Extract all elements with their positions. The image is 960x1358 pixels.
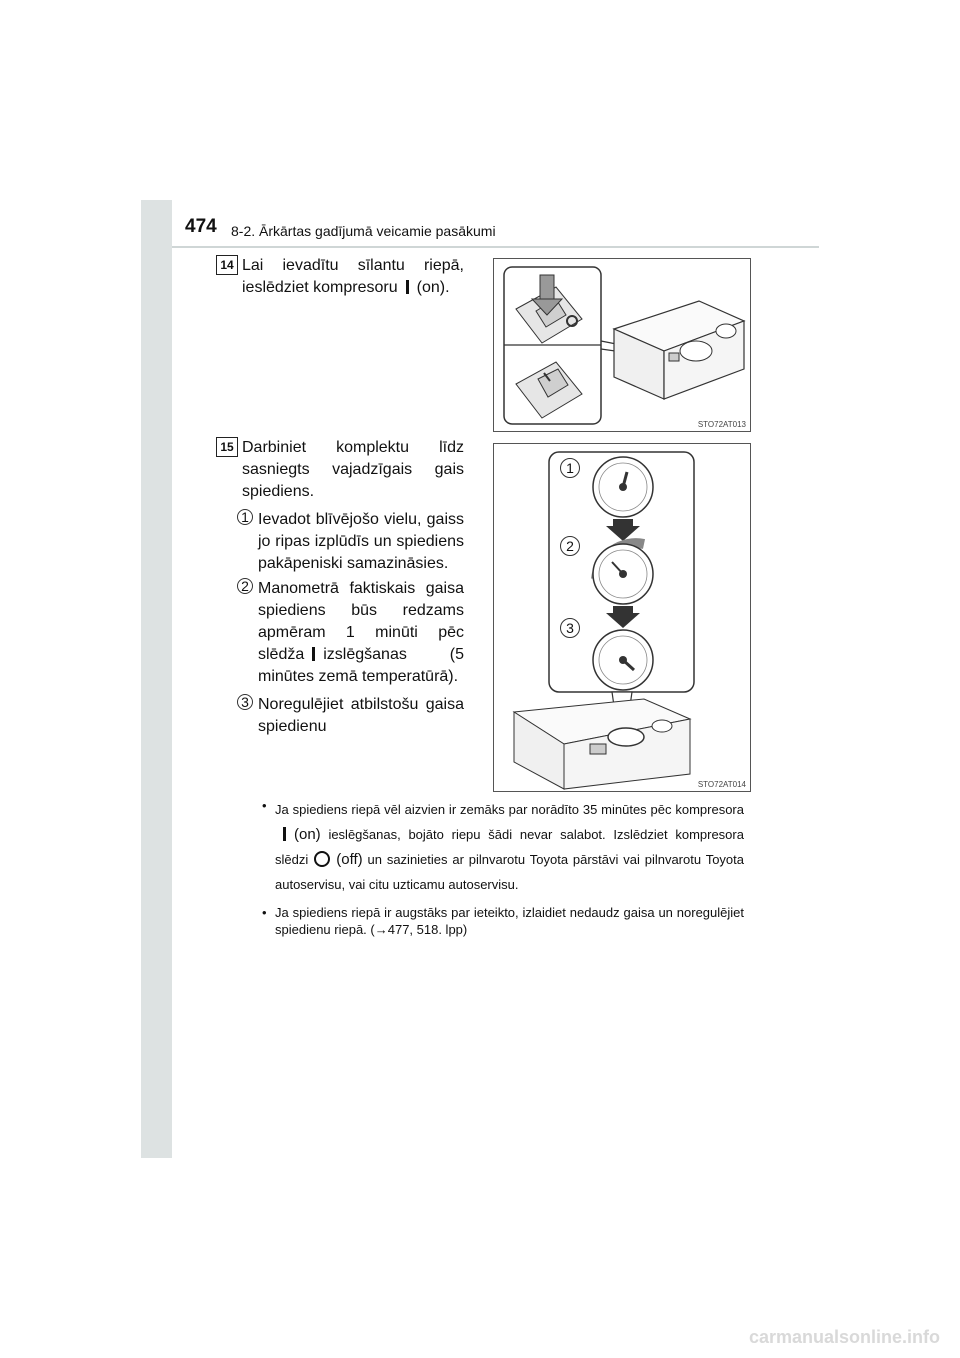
- figure-code-13: STO72AT013: [697, 420, 746, 429]
- figure-pressure-gauges: [493, 443, 751, 792]
- item-text-3: Noregulējiet atbilstošu gaisa spiedienu: [258, 696, 464, 735]
- page-number: 474: [185, 216, 217, 237]
- figure-code-14: STO72AT014: [697, 780, 746, 789]
- item-text-2a: Manometrā faktiskais gaisa spiediens būs redzams apmēram 1 minūti pēc slēdža: [258, 580, 464, 663]
- note1-text-b: ieslēgšanas, bojāto riepu šādi nevar salabot.: [328, 827, 606, 842]
- header-divider: [172, 246, 819, 248]
- note1-text-c: Izslēdziet kompresora slēdzi: [275, 827, 744, 867]
- item-number-1: 1: [237, 509, 253, 525]
- item-number-2: 2: [237, 578, 253, 594]
- note-bullet-2: •: [262, 905, 267, 920]
- section-title: 8-2. Ārkārtas gadījumā veicamie pasākumi: [231, 223, 496, 239]
- note2-text: Ja spiediens riepā ir augstāks par ieteikto, izlaidiet nedaudz gaisa un noregulējiet spiedienu riepā. (→477, 518. lpp): [275, 905, 744, 937]
- note-bullet-1: •: [262, 798, 267, 813]
- on-switch-icon: [283, 827, 286, 841]
- step14-text-a: Lai ievadītu sīlantu riepā, ieslēdziet kompresoru: [242, 257, 464, 296]
- note1-on: (on): [294, 826, 321, 843]
- watermark: carmanualsonline.info: [748, 1327, 940, 1347]
- item-text-1: Ievadot blīvējošo vielu, gaiss jo ripas izplūdīs un spiediens pakāpeniski samazināsies.: [258, 511, 464, 572]
- item-number-3: 3: [237, 694, 253, 710]
- item-text-2: [258, 578, 464, 688]
- step-badge-14: 14: [216, 255, 238, 275]
- figure-label-1: 1: [560, 458, 580, 478]
- on-switch-icon: [312, 647, 315, 661]
- note-2: [262, 904, 744, 938]
- step15-intro: Darbiniet komplektu līdz sasniegts vajadzīgais gais spiediens.: [242, 439, 464, 500]
- step14-text: [242, 255, 464, 299]
- note-1: [262, 797, 744, 897]
- step-badge-15: 15: [216, 437, 238, 457]
- figure-label-3: 3: [560, 618, 580, 638]
- figure-compressor-switch: [493, 258, 751, 432]
- sidebar-strip: [141, 200, 172, 1158]
- note1-text-d: un sazinieties ar pilnvarotu Toyota pārstāvi vai pilnvarotu Toyota autoservisu, vai citu uzticamu autoservisu.: [275, 852, 744, 892]
- compressor-switch-illustration: [494, 259, 750, 431]
- step14-text-b: (on).: [416, 279, 450, 296]
- note1-text-a: Ja spiediens riepā vēl aizvien ir zemāks par norādīto 35 minūtes pēc kompresora: [275, 802, 744, 817]
- figure-label-2: 2: [560, 536, 580, 556]
- note1-off: (off): [336, 851, 363, 868]
- item-text-2b: izslēgšanas (5 minūtes zemā temperatūrā).: [258, 646, 464, 685]
- gauge-sequence-illustration: [494, 444, 750, 791]
- on-switch-icon: [406, 280, 409, 294]
- off-switch-icon: [314, 851, 330, 867]
